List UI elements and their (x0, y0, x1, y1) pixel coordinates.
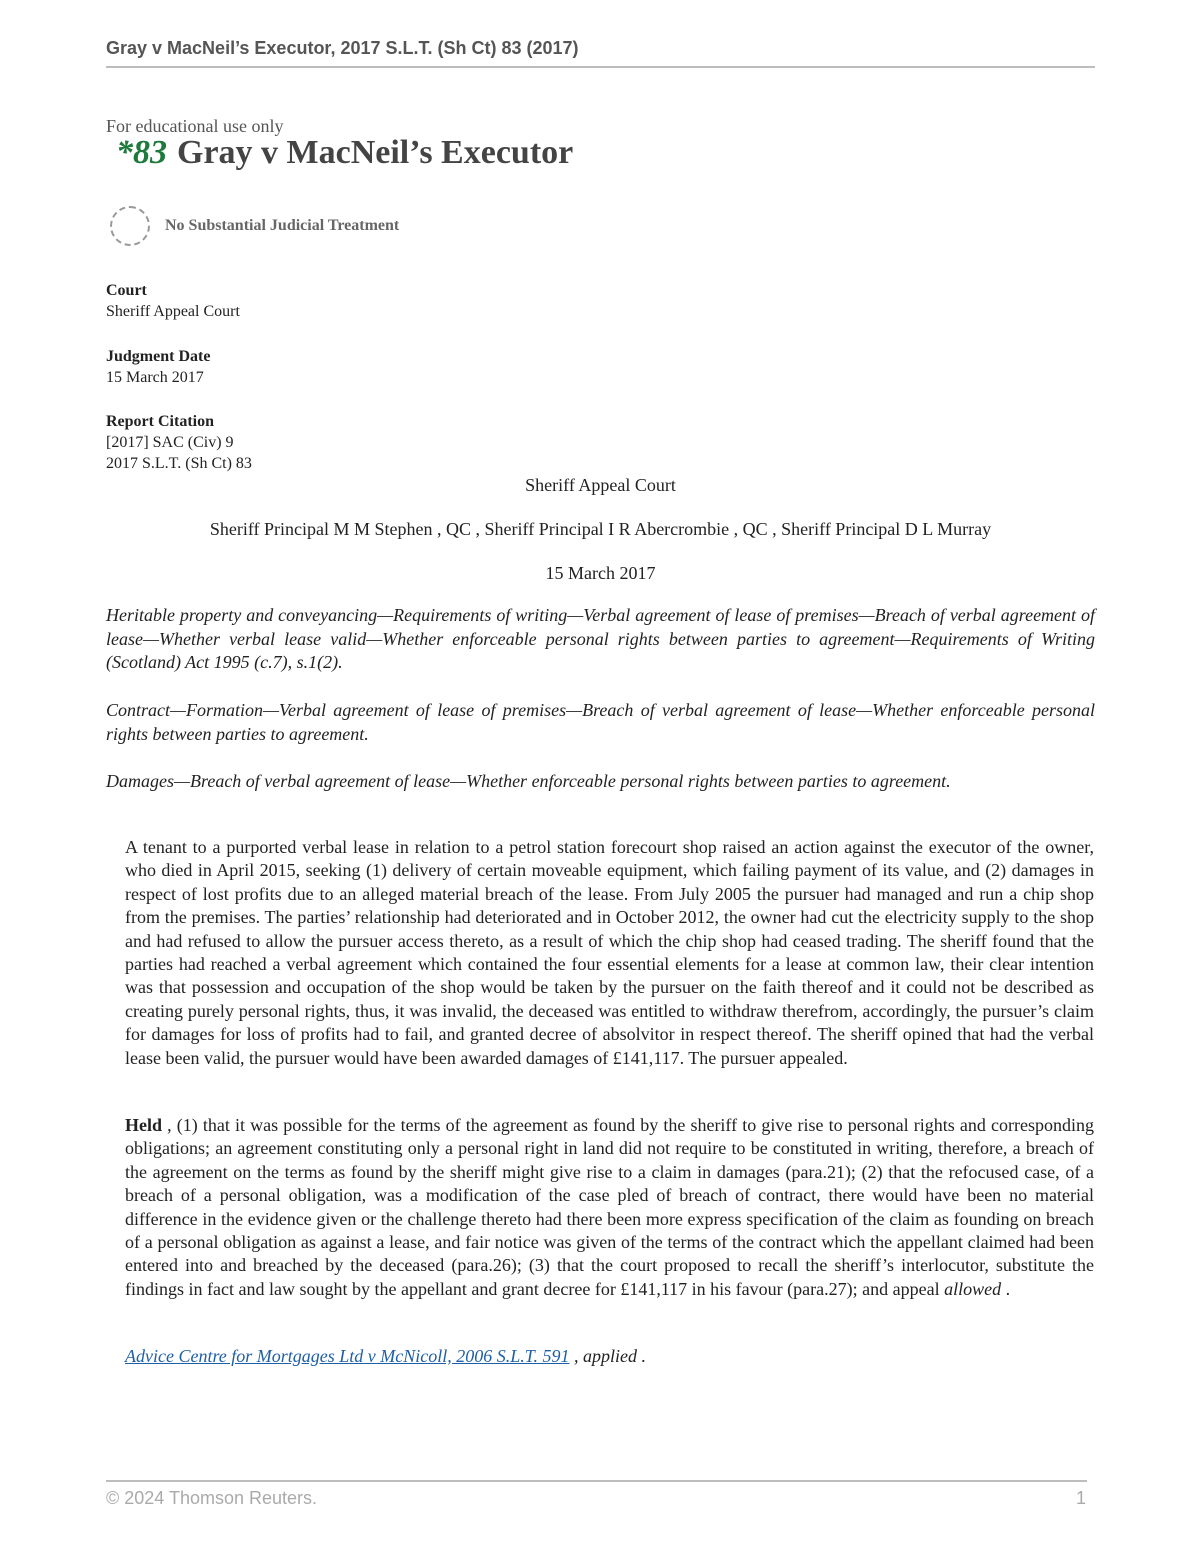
keywords-paragraph-3: Damages—Breach of verbal agreement of lease—Whether enforceable personal rights between parties to agreement. (106, 771, 951, 791)
treatment-label: No Substantial Judicial Treatment (165, 217, 400, 234)
citation-treatment: , applied . (569, 1346, 646, 1366)
running-header: Gray v MacNeil’s Executor, 2017 S.L.T. (Sh Ct) 83 (2017) (106, 38, 579, 58)
header-divider (106, 66, 1095, 68)
page-number: 1 (1076, 1488, 1087, 1508)
copyright: © 2024 Thomson Reuters. (106, 1488, 318, 1508)
applied-citation (125, 1346, 646, 1367)
meta-judgment-date (106, 346, 210, 388)
judges-line: Sheriff Principal M M Stephen , QC , Sheriff Principal I R Abercrombie , QC , Sheriff Principal D L Murray (209, 519, 992, 539)
star-page-number: *83 (116, 134, 167, 171)
meta-court-label: Court (106, 282, 147, 299)
judgment-date-heading: 15 March 2017 (545, 563, 656, 583)
educational-use-note: For educational use only (106, 116, 284, 136)
meta-citation-1: [2017] SAC (Civ) 9 (106, 434, 234, 451)
case-name: Gray v MacNeil’s Executor (177, 134, 574, 171)
document-title (116, 134, 573, 172)
treatment-status-icon (110, 206, 150, 246)
held-text: , (1) that it was possible for the terms of the agreement as found by the sheriff to give rise to personal rights and corresponding obligations; an agreement constituting only a personal right in land did not require to be constituted in writing, therefore, a breach of the agreement on the terms as found by the sheriff might give rise to a claim in damages (para.21); (2) that the refocused case, of a breach of a personal obligation, was a modification of the case pled of breach of contract, there would have been no material difference in the evidence given or the challenge thereto had there been more express specification of the claim as founding on breach of a personal obligation as against a lease, and fair notice was given of the terms of the contract which the appellant claimed had been entered into and breached by the deceased (para.26); (3) that the court proposed to recall the sheriff’s interlocutor, substitute the findings in fact and law sought by the appellant and grant decree for £141,117 in his favour (para.27); and appeal (125, 1115, 1094, 1299)
held-end: . (1001, 1278, 1011, 1299)
summary-paragraph: A tenant to a purported verbal lease in relation to a petrol station forecourt shop raised an action against the executor of the owner, who died in April 2015, seeking (1) delivery of certain moveable equipment, which failing payment of its value, and (2) damages in respect of lost profits due to an alleged material breach of the lease. From July 2005 the pursuer had managed and run a chip shop from the premises. The parties’ relationship had deteriorated and in October 2012, the owner had cut the electricity supply to the shop and had refused to allow the pursuer access thereto, as a result of which the chip shop had ceased trading. The sheriff found that the parties had reached a verbal agreement which contained the four essential elements for a lease at common law, their clear intention was that possession and occupation of the shop would be taken by the pursuer on the faith thereof and it could not be described as creating purely personal rights, thus, it was invalid, the deceased was entitled to withdraw therefrom, accordingly, the pursuer’s claim for damages for loss of profits had to fail, and granted decree of absolvitor in respect thereof. The sheriff opined that had the verbal lease been valid, the pursuer would have been awarded damages of £141,117. The pursuer appealed. (125, 837, 1094, 1068)
meta-date-label: Judgment Date (106, 348, 211, 365)
meta-date-value: 15 March 2017 (106, 369, 204, 386)
meta-citation-label: Report Citation (106, 413, 214, 430)
keywords-paragraph-1: Heritable property and conveyancing—Requirements of writing—Verbal agreement of lease of premises—Breach of verbal agreement of lease—Whether verbal lease valid—Whether enforceable personal rights between parties to agreement—Requirements of Writing (Scotland) Act 1995 (c.7), s.1(2). (106, 605, 1095, 672)
meta-report-citation (106, 411, 252, 474)
court-heading: Sheriff Appeal Court (525, 475, 676, 495)
case-citation-link[interactable]: Advice Centre for Mortgages Ltd v McNicoll, 2006 S.L.T. 591 (125, 1346, 570, 1366)
held-label: Held (125, 1115, 163, 1135)
meta-court-value: Sheriff Appeal Court (106, 303, 240, 320)
held-allowed: allowed (944, 1278, 1002, 1299)
footer-divider (106, 1480, 1087, 1482)
meta-court (106, 280, 240, 322)
meta-citation-2: 2017 S.L.T. (Sh Ct) 83 (106, 455, 252, 472)
keywords-paragraph-2: Contract—Formation—Verbal agreement of lease of premises—Breach of verbal agreement of lease—Whether enforceable personal rights between parties to agreement. (106, 700, 1095, 744)
held-paragraph (125, 1114, 1094, 1301)
